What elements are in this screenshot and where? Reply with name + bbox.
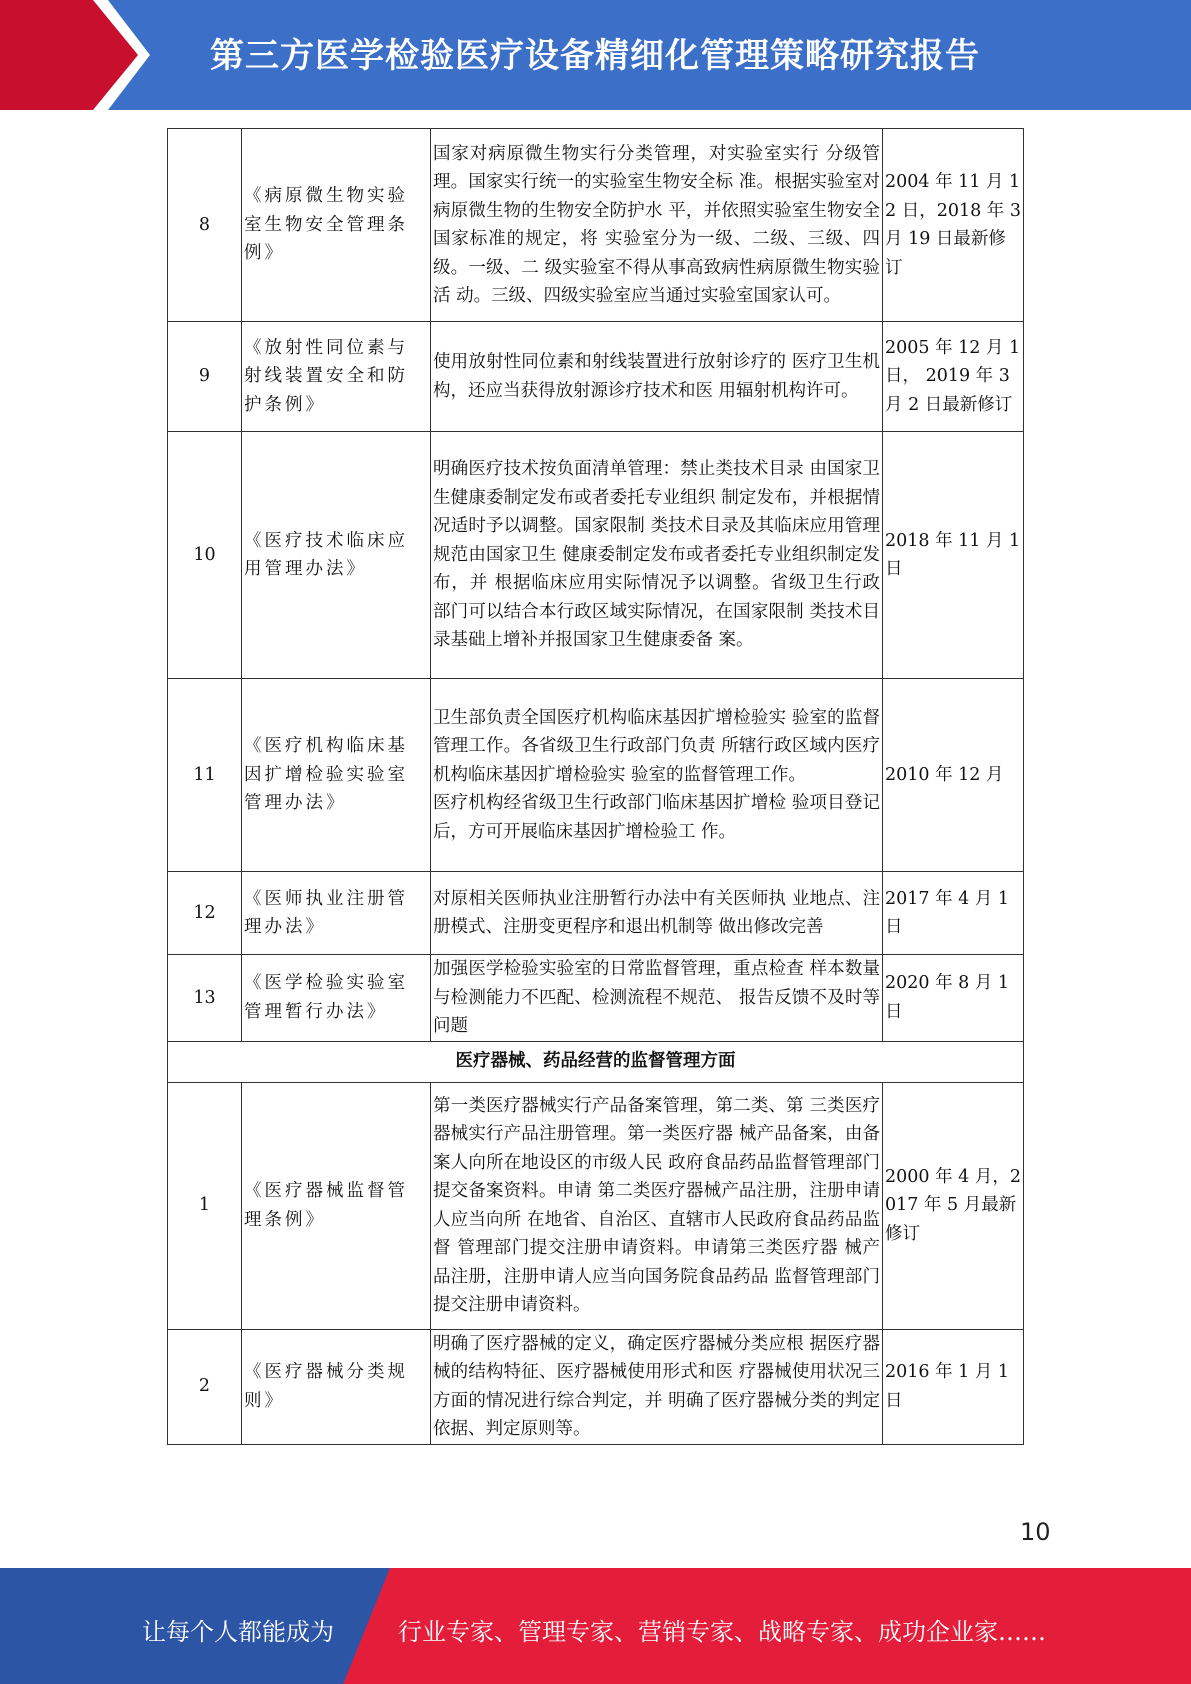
- regulation-content-paragraph: 医疗机构经省级卫生行政部门临床基因扩增检 验项目登记后，方可开展临床基因扩增检验工 作。: [433, 793, 880, 842]
- table-row: [168, 679, 1024, 872]
- page-number: 10: [1020, 1518, 1051, 1546]
- row-number: 12: [168, 872, 242, 955]
- regulation-content: 对原相关医师执业注册暂行办法中有关医师执 业地点、注册模式、注册变更程序和退出机制等 做出修改完善: [431, 872, 883, 955]
- regulation-date: 2020 年 8 月 1 日: [883, 955, 1024, 1042]
- table-row: [168, 872, 1024, 955]
- section-title: 医疗器械、药品经营的监督管理方面: [168, 1041, 1024, 1082]
- regulation-content: 第一类医疗器械实行产品备案管理，第二类、第 三类医疗器械实行产品注册管理。第一类医疗器 械产品备案，由备案人向所在地设区的市级人民 政府食品药品监督管理部门提交备案资料。申请 第二类医疗器械产品注册，注册申请人应当向所 在地省、自治区、直辖市人民政府食品药品监督 管理部门提交注册申请资料。申请第三类医疗器 械产品注册，注册申请人应当向国务院食品药品 监督管理部门提交注册申请资料。: [431, 1082, 883, 1329]
- row-number: 11: [168, 679, 242, 872]
- table-row: [168, 432, 1024, 679]
- regulation-name: 《医疗机构临床基因扩增检验实验室管理办法》: [242, 679, 431, 872]
- page-header: [0, 0, 1191, 110]
- regulation-content: 使用放射性同位素和射线装置进行放射诊疗的 医疗卫生机构，还应当获得放射源诊疗技术和医 用辐射机构许可。: [431, 322, 883, 432]
- regulation-date: 2016 年 1 月 1 日: [883, 1329, 1024, 1444]
- regulation-content: 明确了医疗器械的定义，确定医疗器械分类应根 据医疗器械的结构特征、医疗器械使用形式和医 疗器械使用状况三方面的情况进行综合判定，并 明确了医疗器械分类的判定依据、判定原则等。: [431, 1329, 883, 1444]
- regulation-name: 《病原微生物实验室生物安全管理条例》: [242, 129, 431, 322]
- row-number: 9: [168, 322, 242, 432]
- row-number: 13: [168, 955, 242, 1042]
- regulation-name: 《医师执业注册管理办法》: [242, 872, 431, 955]
- table-row: [168, 1329, 1024, 1444]
- regulation-date: 2018 年 11 月 1 日: [883, 432, 1024, 679]
- page-footer: [0, 1568, 1191, 1684]
- regulation-date: 2010 年 12 月: [883, 679, 1024, 872]
- regulation-name: 《医疗器械监督管理条例》: [242, 1082, 431, 1329]
- regulations-table: [167, 128, 1024, 1445]
- regulation-content: [431, 679, 883, 872]
- row-number: 2: [168, 1329, 242, 1444]
- footer-slogan-left: 让每个人都能成为: [142, 1618, 334, 1646]
- regulation-name: 《医疗技术临床应用管理办法》: [242, 432, 431, 679]
- regulation-content: 加强医学检验实验室的日常监督管理，重点检查 样本数量与检测能力不匹配、检测流程不规范、 报告反馈不及时等问题: [431, 955, 883, 1042]
- row-number: 10: [168, 432, 242, 679]
- regulation-name: 《放射性同位素与射线装置安全和防护条例》: [242, 322, 431, 432]
- regulation-date: 2004 年 11 月 12 日，2018 年 3 月 19 日最新修订: [883, 129, 1024, 322]
- table-row: [168, 129, 1024, 322]
- table-row: [168, 322, 1024, 432]
- regulation-content: 明确医疗技术按负面清单管理：禁止类技术目录 由国家卫生健康委制定发布或者委托专业组织 制定发布，并根据情况适时予以调整。国家限制 类技术目录及其临床应用管理规范由国家卫生 健康委制定发布或者委托专业组织制定发布，并 根据临床应用实际情况予以调整。省级卫生行政 部门可以结合本行政区域实际情况，在国家限制 类技术目录基础上增补并报国家卫生健康委备 案。: [431, 432, 883, 679]
- regulation-date: 2017 年 4 月 1 日: [883, 872, 1024, 955]
- row-number: 8: [168, 129, 242, 322]
- regulation-date: 2005 年 12 月 1 日， 2019 年 3 月 2 日最新修订: [883, 322, 1024, 432]
- report-title: 第三方医学检验医疗设备精细化管理策略研究报告: [210, 36, 980, 76]
- section-header-row: [168, 1041, 1024, 1082]
- regulation-name: 《医疗器械分类规则》: [242, 1329, 431, 1444]
- regulation-date: 2000 年 4 月，2017 年 5 月最新修订: [883, 1082, 1024, 1329]
- regulation-name: 《医学检验实验室管理暂行办法》: [242, 955, 431, 1042]
- table-row: [168, 955, 1024, 1042]
- row-number: 1: [168, 1082, 242, 1329]
- regulation-content-paragraph: 卫生部负责全国医疗机构临床基因扩增检验实 验室的监督管理工作。各省级卫生行政部门负责 所辖行政区域内医疗机构临床基因扩增检验实 验室的监督管理工作。: [433, 707, 880, 785]
- regulation-content: 国家对病原微生物实行分类管理，对实验室实行 分级管理。国家实行统一的实验室生物安全标 准。根据实验室对病原微生物的生物安全防护水 平，并依照实验室生物安全国家标准的规定，将 实验室分为一级、二级、三级、四级。一级、二 级实验室不得从事高致病性病原微生物实验活 动。三级、四级实验室应当通过实验室国家认可。: [431, 129, 883, 322]
- table-row: [168, 1082, 1024, 1329]
- footer-slogan-right: 行业专家、管理专家、营销专家、战略专家、成功企业家……: [398, 1618, 1046, 1646]
